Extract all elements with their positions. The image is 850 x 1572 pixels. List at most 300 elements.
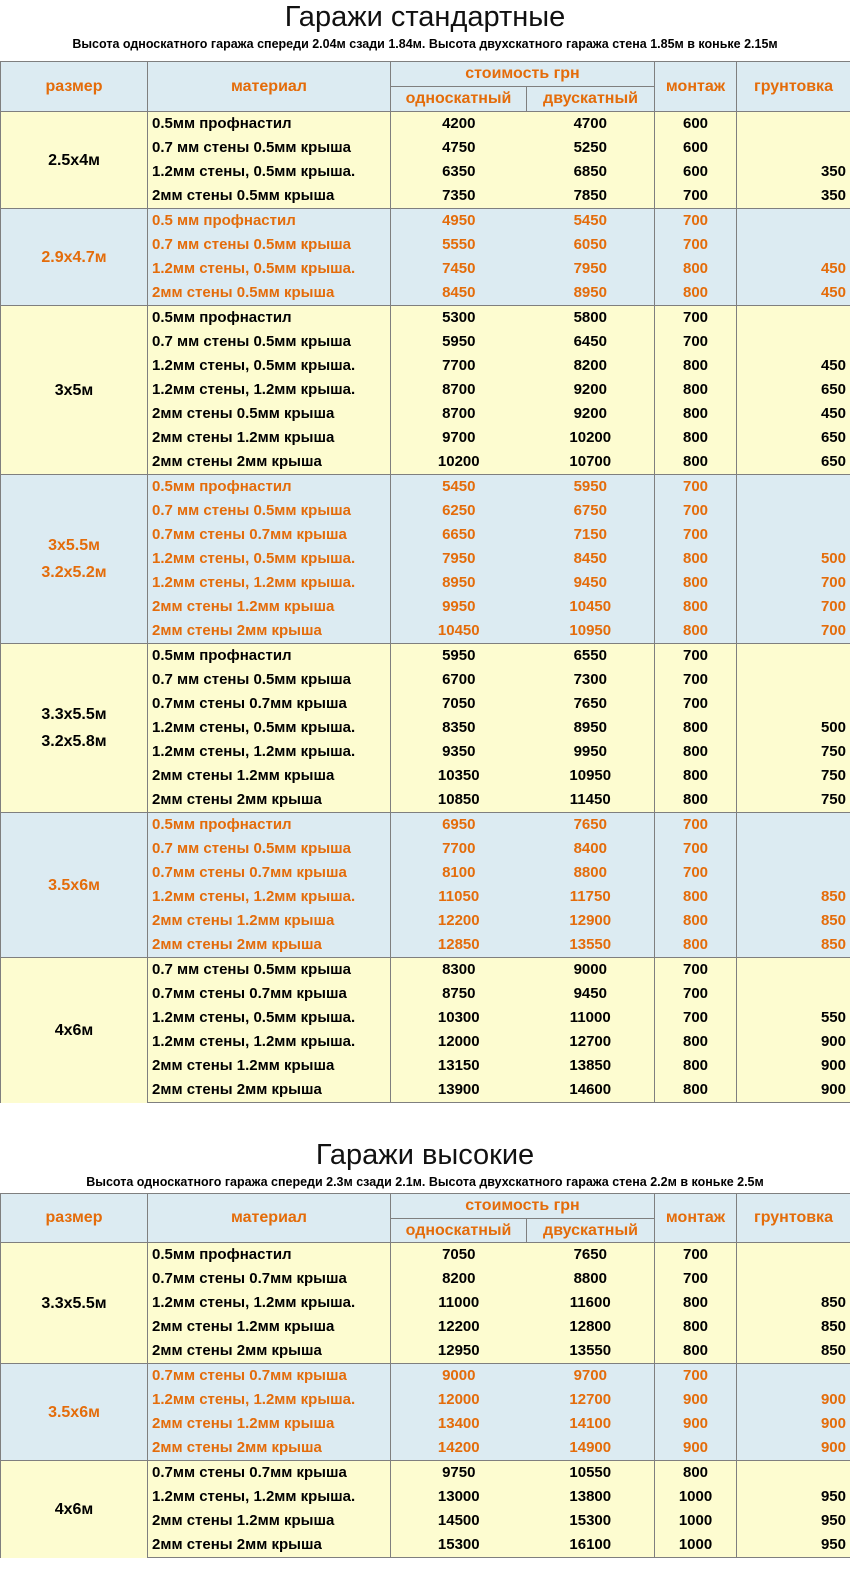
size-cell — [1, 1461, 148, 1558]
header-size: размер — [1, 1194, 148, 1243]
single-cell: 11000 — [391, 1291, 527, 1315]
size-label: 3х5м — [54, 381, 94, 399]
double-cell: 7150 — [527, 523, 655, 547]
single-cell: 7350 — [391, 184, 527, 209]
double-cell: 14900 — [527, 1436, 655, 1461]
double-cell: 11000 — [527, 1006, 655, 1030]
double-cell: 9450 — [527, 571, 655, 595]
single-cell: 9950 — [391, 595, 527, 619]
primer-cell: 350 — [737, 160, 850, 184]
single-cell: 6250 — [391, 499, 527, 523]
double-cell: 14100 — [527, 1412, 655, 1436]
single-cell: 7450 — [391, 257, 527, 281]
material-cell: 1.2мм стены, 0.5мм крыша. — [148, 1006, 391, 1030]
double-cell: 7300 — [527, 668, 655, 692]
mount-cell: 800 — [655, 764, 737, 788]
material-cell: 2мм стены 0.5мм крыша — [148, 184, 391, 209]
mount-cell: 900 — [655, 1412, 737, 1436]
single-cell: 8200 — [391, 1267, 527, 1291]
size-label: 4х6м — [54, 1500, 94, 1518]
double-cell: 8800 — [527, 1267, 655, 1291]
section-subtitle: Высота односкатного гаража спереди 2.04м сзади 1.84м. Высота двухскатного гаража стена 1.85м в коньке 2.15м — [72, 37, 778, 51]
double-cell: 6450 — [527, 330, 655, 354]
double-cell: 12700 — [527, 1388, 655, 1412]
size-label: 3х5.5м — [48, 537, 100, 554]
material-cell: 2мм стены 0.5мм крыша — [148, 402, 391, 426]
material-cell: 2мм стены 2мм крыша — [148, 1436, 391, 1461]
single-cell: 5450 — [391, 475, 527, 500]
single-cell: 9350 — [391, 740, 527, 764]
double-cell: 9950 — [527, 740, 655, 764]
material-cell: 0.7 мм стены 0.5мм крыша — [148, 958, 391, 983]
single-cell: 11050 — [391, 885, 527, 909]
primer-cell — [737, 644, 850, 669]
material-cell: 0.5 мм профнастил — [148, 209, 391, 234]
double-cell: 10450 — [527, 595, 655, 619]
double-cell: 5950 — [527, 475, 655, 500]
material-cell: 2мм стены 0.5мм крыша — [148, 281, 391, 306]
material-cell: 0.7мм стены 0.7мм крыша — [148, 1461, 391, 1486]
primer-cell: 900 — [737, 1078, 850, 1103]
double-cell: 12800 — [527, 1315, 655, 1339]
primer-cell: 900 — [737, 1030, 850, 1054]
mount-cell: 700 — [655, 982, 737, 1006]
double-cell: 12700 — [527, 1030, 655, 1054]
section-subtitle: Высота односкатного гаража спереди 2.3м сзади 2.1м. Высота двухскатного гаража стена 2.2м в коньке 2.5м — [86, 1175, 764, 1189]
single-cell: 7950 — [391, 547, 527, 571]
mount-cell: 700 — [655, 1364, 737, 1389]
single-cell: 10350 — [391, 764, 527, 788]
header-single-slope: односкатный — [391, 1219, 527, 1243]
primer-cell — [737, 1461, 850, 1486]
single-cell: 8750 — [391, 982, 527, 1006]
double-cell: 8200 — [527, 354, 655, 378]
size-label: 4х6м — [54, 1021, 94, 1039]
size-cell — [1, 475, 148, 644]
size-label: 2.5х4м — [48, 151, 100, 169]
table-row — [1, 813, 850, 838]
size-cell — [1, 644, 148, 813]
single-cell: 5950 — [391, 644, 527, 669]
double-cell: 13550 — [527, 1339, 655, 1364]
material-cell: 2мм стены 2мм крыша — [148, 1533, 391, 1558]
double-cell: 9000 — [527, 958, 655, 983]
mount-cell: 700 — [655, 499, 737, 523]
header-primer: грунтовка — [737, 62, 850, 112]
mount-cell: 800 — [655, 1339, 737, 1364]
primer-cell: 750 — [737, 740, 850, 764]
single-cell: 7700 — [391, 837, 527, 861]
single-cell: 4950 — [391, 209, 527, 234]
mount-cell: 800 — [655, 354, 737, 378]
mount-cell: 800 — [655, 450, 737, 475]
material-cell: 1.2мм стены, 0.5мм крыша. — [148, 257, 391, 281]
double-cell: 14600 — [527, 1078, 655, 1103]
double-cell: 5800 — [527, 306, 655, 331]
header-size: размер — [1, 62, 148, 112]
primer-cell: 450 — [737, 257, 850, 281]
primer-cell — [737, 1243, 850, 1268]
primer-cell: 850 — [737, 1291, 850, 1315]
size-cell — [1, 306, 148, 475]
size-cell — [1, 1243, 148, 1364]
primer-cell: 850 — [737, 933, 850, 958]
material-cell: 2мм стены 1.2мм крыша — [148, 1054, 391, 1078]
single-cell: 12850 — [391, 933, 527, 958]
material-cell: 2мм стены 1.2мм крыша — [148, 595, 391, 619]
header-mount: монтаж — [655, 1194, 737, 1243]
double-cell: 7650 — [527, 692, 655, 716]
double-cell: 15300 — [527, 1509, 655, 1533]
mount-cell: 800 — [655, 571, 737, 595]
primer-cell — [737, 523, 850, 547]
material-cell: 2мм стены 2мм крыша — [148, 788, 391, 813]
material-cell: 2мм стены 2мм крыша — [148, 1339, 391, 1364]
mount-cell: 700 — [655, 837, 737, 861]
material-cell: 0.7 мм стены 0.5мм крыша — [148, 499, 391, 523]
material-cell: 0.7мм стены 0.7мм крыша — [148, 982, 391, 1006]
material-cell: 2мм стены 2мм крыша — [148, 619, 391, 644]
primer-cell: 500 — [737, 547, 850, 571]
table-row — [1, 112, 850, 137]
mount-cell: 600 — [655, 136, 737, 160]
primer-cell — [737, 136, 850, 160]
double-cell: 5250 — [527, 136, 655, 160]
double-cell: 7650 — [527, 813, 655, 838]
material-cell: 1.2мм стены, 1.2мм крыша. — [148, 885, 391, 909]
primer-cell — [737, 475, 850, 500]
single-cell: 7050 — [391, 1243, 527, 1268]
material-cell: 2мм стены 2мм крыша — [148, 933, 391, 958]
header-material: материал — [148, 62, 391, 112]
mount-cell: 800 — [655, 378, 737, 402]
size-cell — [1, 112, 148, 209]
double-cell: 8950 — [527, 281, 655, 306]
double-cell: 8400 — [527, 837, 655, 861]
mount-cell: 800 — [655, 257, 737, 281]
primer-cell: 900 — [737, 1412, 850, 1436]
material-cell: 1.2мм стены, 1.2мм крыша. — [148, 378, 391, 402]
material-cell: 2мм стены 2мм крыша — [148, 1078, 391, 1103]
material-cell: 0.7 мм стены 0.5мм крыша — [148, 136, 391, 160]
single-cell: 6700 — [391, 668, 527, 692]
single-cell: 8700 — [391, 402, 527, 426]
double-cell: 13800 — [527, 1485, 655, 1509]
mount-cell: 700 — [655, 523, 737, 547]
single-cell: 7700 — [391, 354, 527, 378]
primer-cell — [737, 499, 850, 523]
single-cell: 6350 — [391, 160, 527, 184]
primer-cell — [737, 112, 850, 137]
double-cell: 16100 — [527, 1533, 655, 1558]
single-cell: 8300 — [391, 958, 527, 983]
primer-cell — [737, 209, 850, 234]
single-cell: 12000 — [391, 1388, 527, 1412]
mount-cell: 800 — [655, 933, 737, 958]
double-cell: 10950 — [527, 619, 655, 644]
single-cell: 6950 — [391, 813, 527, 838]
double-cell: 8800 — [527, 861, 655, 885]
header-cost: стоимость грн — [391, 1194, 655, 1219]
mount-cell: 700 — [655, 306, 737, 331]
primer-cell: 900 — [737, 1436, 850, 1461]
mount-cell: 800 — [655, 1030, 737, 1054]
single-cell: 8950 — [391, 571, 527, 595]
mount-cell: 1000 — [655, 1485, 737, 1509]
material-cell: 1.2мм стены, 0.5мм крыша. — [148, 716, 391, 740]
primer-cell — [737, 306, 850, 331]
double-cell: 7850 — [527, 184, 655, 209]
primer-cell — [737, 958, 850, 983]
primer-cell: 500 — [737, 716, 850, 740]
header-cost: стоимость грн — [391, 62, 655, 87]
double-cell: 11600 — [527, 1291, 655, 1315]
mount-cell: 700 — [655, 958, 737, 983]
single-cell: 12000 — [391, 1030, 527, 1054]
price-table — [0, 61, 850, 1103]
mount-cell: 800 — [655, 885, 737, 909]
material-cell: 0.7 мм стены 0.5мм крыша — [148, 233, 391, 257]
table-row — [1, 1243, 850, 1268]
table-row — [1, 209, 850, 234]
primer-cell — [737, 692, 850, 716]
size-label: 3.5х6м — [48, 876, 100, 894]
header-single-slope: односкатный — [391, 87, 527, 112]
primer-cell: 450 — [737, 281, 850, 306]
mount-cell: 700 — [655, 475, 737, 500]
single-cell: 9700 — [391, 426, 527, 450]
double-cell: 10700 — [527, 450, 655, 475]
single-cell: 6650 — [391, 523, 527, 547]
primer-cell — [737, 233, 850, 257]
primer-cell — [737, 861, 850, 885]
header-double-slope: двускатный — [527, 1219, 655, 1243]
primer-cell: 550 — [737, 1006, 850, 1030]
material-cell: 1.2мм стены, 1.2мм крыша. — [148, 1030, 391, 1054]
single-cell: 4200 — [391, 112, 527, 137]
primer-cell — [737, 668, 850, 692]
single-cell: 10450 — [391, 619, 527, 644]
mount-cell: 800 — [655, 1291, 737, 1315]
primer-cell: 950 — [737, 1533, 850, 1558]
table-row — [1, 1364, 850, 1389]
mount-cell: 700 — [655, 1267, 737, 1291]
size-cell — [1, 1364, 148, 1461]
material-cell: 0.7мм стены 0.7мм крыша — [148, 1267, 391, 1291]
material-cell: 2мм стены 1.2мм крыша — [148, 1315, 391, 1339]
single-cell: 8100 — [391, 861, 527, 885]
primer-cell — [737, 813, 850, 838]
size-label: 3.5х6м — [48, 1403, 100, 1421]
double-cell: 6750 — [527, 499, 655, 523]
double-cell: 11450 — [527, 788, 655, 813]
price-table — [0, 1193, 850, 1558]
single-cell: 7050 — [391, 692, 527, 716]
single-cell: 10200 — [391, 450, 527, 475]
table-row — [1, 1461, 850, 1486]
mount-cell: 800 — [655, 788, 737, 813]
material-cell: 0.7 мм стены 0.5мм крыша — [148, 668, 391, 692]
double-cell: 9200 — [527, 402, 655, 426]
material-cell: 0.7 мм стены 0.5мм крыша — [148, 837, 391, 861]
single-cell: 5950 — [391, 330, 527, 354]
primer-cell: 750 — [737, 788, 850, 813]
primer-cell: 900 — [737, 1388, 850, 1412]
mount-cell: 600 — [655, 112, 737, 137]
material-cell: 2мм стены 1.2мм крыша — [148, 764, 391, 788]
material-cell: 1.2мм стены, 1.2мм крыша. — [148, 1485, 391, 1509]
material-cell: 0.7мм стены 0.7мм крыша — [148, 692, 391, 716]
mount-cell: 800 — [655, 402, 737, 426]
single-cell: 12200 — [391, 1315, 527, 1339]
primer-cell: 650 — [737, 378, 850, 402]
size-label: 3.3х5.5м — [41, 1294, 107, 1312]
header-primer: грунтовка — [737, 1194, 850, 1243]
single-cell: 13000 — [391, 1485, 527, 1509]
material-cell: 0.5мм профнастил — [148, 1243, 391, 1268]
single-cell: 5550 — [391, 233, 527, 257]
mount-cell: 800 — [655, 909, 737, 933]
mount-cell: 700 — [655, 233, 737, 257]
mount-cell: 700 — [655, 330, 737, 354]
single-cell: 8450 — [391, 281, 527, 306]
mount-cell: 800 — [655, 619, 737, 644]
single-cell: 5300 — [391, 306, 527, 331]
primer-cell — [737, 330, 850, 354]
double-cell: 9450 — [527, 982, 655, 1006]
primer-cell: 850 — [737, 909, 850, 933]
single-cell: 4750 — [391, 136, 527, 160]
double-cell: 9200 — [527, 378, 655, 402]
mount-cell: 800 — [655, 1461, 737, 1486]
mount-cell: 800 — [655, 426, 737, 450]
mount-cell: 700 — [655, 644, 737, 669]
mount-cell: 1000 — [655, 1533, 737, 1558]
section-title: Гаражи высокие — [315, 1139, 535, 1171]
primer-cell — [737, 1267, 850, 1291]
primer-cell — [737, 837, 850, 861]
primer-cell: 700 — [737, 595, 850, 619]
material-cell: 2мм стены 2мм крыша — [148, 450, 391, 475]
primer-cell: 850 — [737, 1315, 850, 1339]
primer-cell: 700 — [737, 571, 850, 595]
double-cell: 8450 — [527, 547, 655, 571]
material-cell: 2мм стены 1.2мм крыша — [148, 426, 391, 450]
single-cell: 13900 — [391, 1078, 527, 1103]
table-row — [1, 306, 850, 331]
primer-cell: 900 — [737, 1054, 850, 1078]
material-cell: 2мм стены 1.2мм крыша — [148, 1412, 391, 1436]
mount-cell: 800 — [655, 716, 737, 740]
mount-cell: 800 — [655, 1054, 737, 1078]
material-cell: 1.2мм стены, 1.2мм крыша. — [148, 571, 391, 595]
single-cell: 14200 — [391, 1436, 527, 1461]
table-row — [1, 958, 850, 983]
material-cell: 1.2мм стены, 0.5мм крыша. — [148, 354, 391, 378]
single-cell: 12200 — [391, 909, 527, 933]
mount-cell: 700 — [655, 861, 737, 885]
primer-cell: 450 — [737, 354, 850, 378]
material-cell: 1.2мм стены, 0.5мм крыша. — [148, 547, 391, 571]
material-cell: 0.7мм стены 0.7мм крыша — [148, 861, 391, 885]
double-cell: 10550 — [527, 1461, 655, 1486]
mount-cell: 600 — [655, 160, 737, 184]
primer-cell — [737, 1364, 850, 1389]
size-label: 3.3х5.5м — [41, 706, 107, 723]
double-cell: 8950 — [527, 716, 655, 740]
double-cell: 10950 — [527, 764, 655, 788]
single-cell: 13150 — [391, 1054, 527, 1078]
double-cell: 9700 — [527, 1364, 655, 1389]
mount-cell: 700 — [655, 692, 737, 716]
double-cell: 13550 — [527, 933, 655, 958]
primer-cell: 700 — [737, 619, 850, 644]
material-cell: 0.5мм профнастил — [148, 644, 391, 669]
primer-cell: 350 — [737, 184, 850, 209]
mount-cell: 1000 — [655, 1509, 737, 1533]
material-cell: 2мм стены 1.2мм крыша — [148, 909, 391, 933]
mount-cell: 700 — [655, 209, 737, 234]
material-cell: 0.5мм профнастил — [148, 475, 391, 500]
high-garages-section — [0, 1136, 850, 1558]
material-cell: 0.5мм профнастил — [148, 813, 391, 838]
primer-cell: 950 — [737, 1509, 850, 1533]
single-cell: 10300 — [391, 1006, 527, 1030]
size-cell — [1, 209, 148, 306]
size-label: 3.2х5.8м — [41, 733, 107, 750]
section-title: Гаражи стандартные — [284, 1, 566, 33]
header-mount: монтаж — [655, 62, 737, 112]
material-cell: 0.5мм профнастил — [148, 306, 391, 331]
mount-cell: 800 — [655, 740, 737, 764]
mount-cell: 900 — [655, 1436, 737, 1461]
double-cell: 6850 — [527, 160, 655, 184]
material-cell: 2мм стены 1.2мм крыша — [148, 1509, 391, 1533]
single-cell: 8700 — [391, 378, 527, 402]
single-cell: 9000 — [391, 1364, 527, 1389]
header-material: материал — [148, 1194, 391, 1243]
primer-cell: 650 — [737, 450, 850, 475]
material-cell: 0.7 мм стены 0.5мм крыша — [148, 330, 391, 354]
mount-cell: 800 — [655, 1315, 737, 1339]
double-cell: 7650 — [527, 1243, 655, 1268]
single-cell: 14500 — [391, 1509, 527, 1533]
size-cell — [1, 813, 148, 958]
size-label: 3.2х5.2м — [41, 564, 107, 581]
mount-cell: 800 — [655, 595, 737, 619]
double-cell: 7950 — [527, 257, 655, 281]
single-cell: 9750 — [391, 1461, 527, 1486]
single-cell: 12950 — [391, 1339, 527, 1364]
double-cell: 6050 — [527, 233, 655, 257]
mount-cell: 800 — [655, 1078, 737, 1103]
primer-cell: 850 — [737, 885, 850, 909]
double-cell: 4700 — [527, 112, 655, 137]
material-cell: 0.7мм стены 0.7мм крыша — [148, 1364, 391, 1389]
double-cell: 5450 — [527, 209, 655, 234]
mount-cell: 800 — [655, 547, 737, 571]
double-cell: 12900 — [527, 909, 655, 933]
double-cell: 11750 — [527, 885, 655, 909]
mount-cell: 700 — [655, 1243, 737, 1268]
table-row — [1, 475, 850, 500]
single-cell: 13400 — [391, 1412, 527, 1436]
material-cell: 0.5мм профнастил — [148, 112, 391, 137]
primer-cell: 650 — [737, 426, 850, 450]
mount-cell: 700 — [655, 184, 737, 209]
table-row — [1, 644, 850, 669]
mount-cell: 700 — [655, 1006, 737, 1030]
